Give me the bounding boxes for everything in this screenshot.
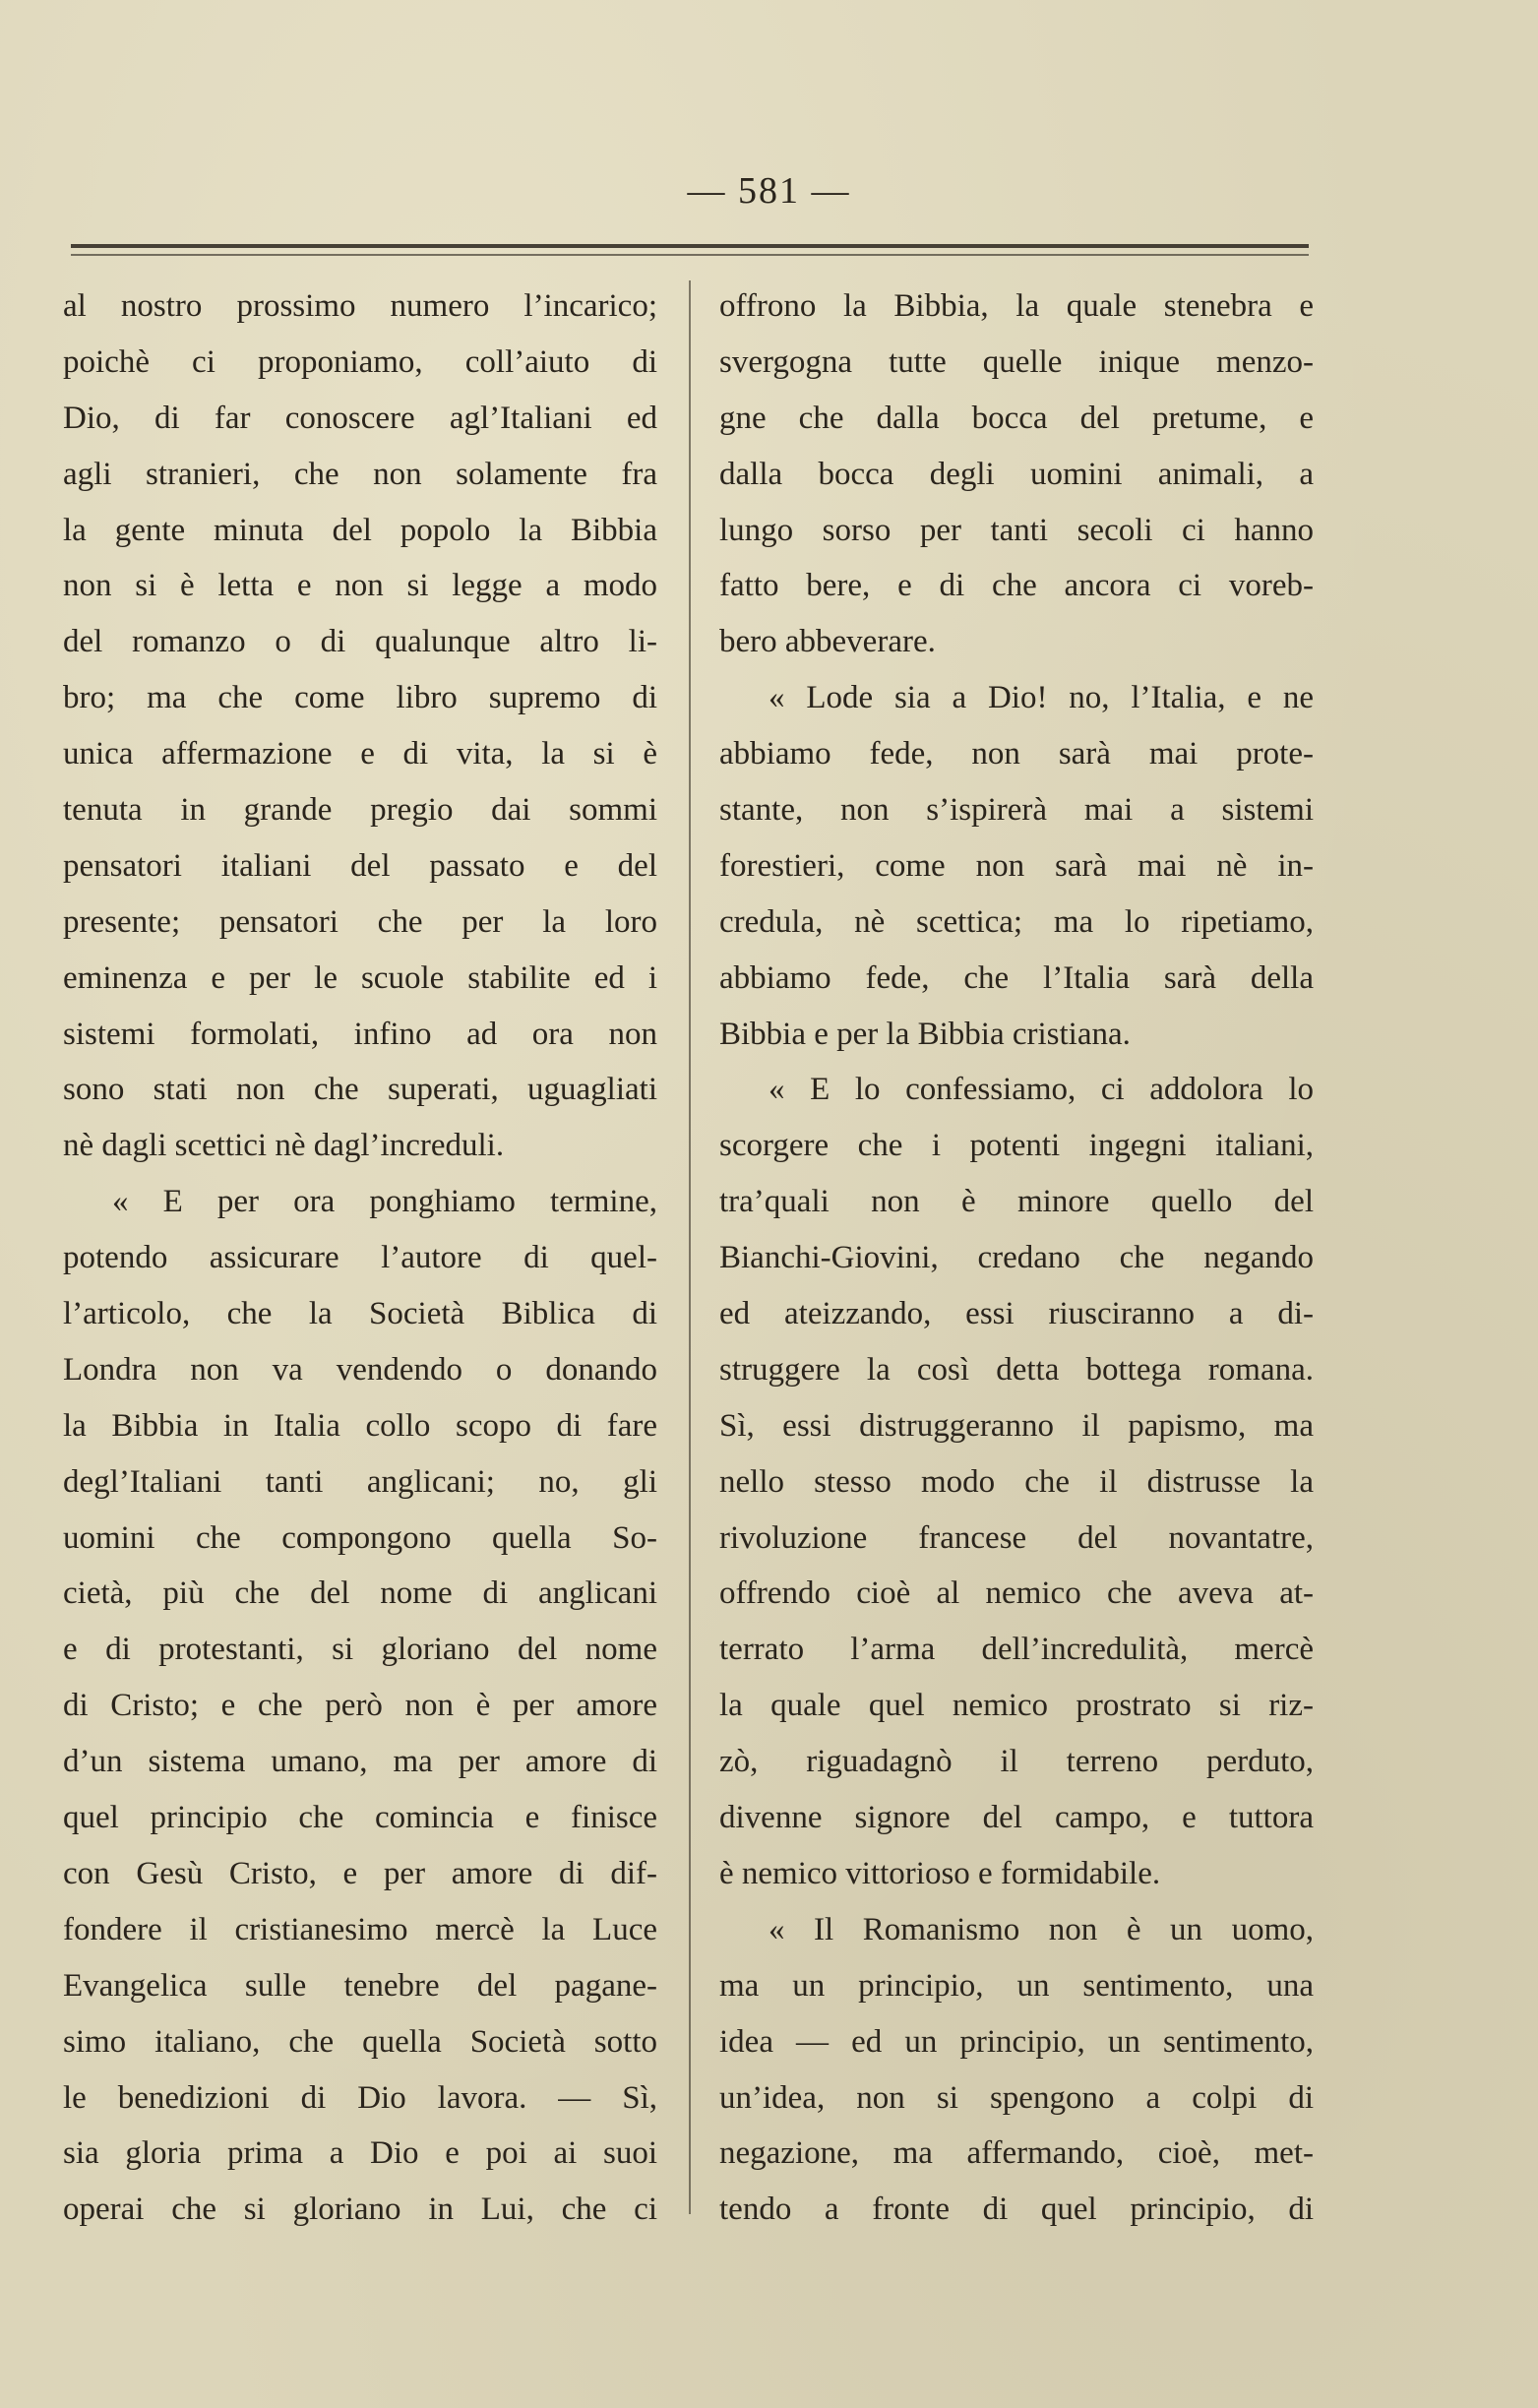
left-column — [63, 278, 657, 2238]
text-line: poichè ci proponiamo, coll’aiuto di — [63, 343, 657, 380]
text-line: « Il Romanismo non è un uomo, — [769, 1911, 1314, 1947]
text-line: forestieri, come non sarà mai nè in- — [719, 847, 1314, 884]
text-line: d’un sistema umano, ma per amore di — [63, 1744, 657, 1780]
text-line: Londra non va vendendo o donando — [63, 1351, 657, 1388]
text-line: « E lo confessiamo, ci addolora lo — [769, 1072, 1314, 1108]
text-line: è nemico vittorioso e formidabile. — [719, 1855, 1161, 1891]
page-number: — 581 — — [687, 170, 851, 212]
text-line: cietà, più che del nome di anglicani — [63, 1575, 657, 1612]
text-line: degl’Italiani tanti anglicani; no, gli — [63, 1463, 657, 1500]
text-line: e di protestanti, si gloriano del nome — [63, 1632, 657, 1668]
text-line: fondere il cristianesimo mercè la Luce — [63, 1911, 657, 1947]
text-line: dalla bocca degli uomini animali, a — [719, 456, 1314, 492]
text-line: terrato l’arma dell’incredulità, mercè — [719, 1632, 1314, 1668]
text-line: nello stesso modo che il distrusse la — [719, 1463, 1314, 1500]
text-line: l’articolo, che la Società Biblica di — [63, 1296, 657, 1332]
text-line: abbiamo fede, non sarà mai prote- — [719, 736, 1314, 772]
text-line: agli stranieri, che non solamente fra — [63, 456, 657, 492]
text-line: simo italiano, che quella Società sotto — [63, 2023, 657, 2060]
text-line: sistemi formolati, infino ad ora non — [63, 1016, 657, 1052]
text-line: al nostro prossimo numero l’incarico; — [63, 288, 657, 324]
text-line: la gente minuta del popolo la Bibbia — [63, 512, 657, 548]
text-line: le benedizioni di Dio lavora. — Sì, — [63, 2079, 657, 2116]
text-line: uomini che compongono quella So- — [63, 1519, 657, 1556]
text-line: nè dagli scettici nè dagl’increduli. — [63, 1128, 505, 1164]
text-line: la quale quel nemico prostrato si riz- — [719, 1688, 1314, 1724]
text-line: Bibbia e per la Bibbia cristiana. — [719, 1016, 1131, 1052]
text-line: ma un principio, un sentimento, una — [719, 1967, 1314, 2004]
text-line: « E per ora ponghiamo termine, — [112, 1184, 657, 1220]
text-line: negazione, ma affermando, cioè, met- — [719, 2135, 1314, 2172]
header-rule-thin — [71, 254, 1309, 256]
text-line: la Bibbia in Italia collo scopo di fare — [63, 1407, 657, 1444]
text-line: idea — ed un principio, un sentimento, — [719, 2023, 1314, 2060]
text-line: sono stati non che superati, uguagliati — [63, 1072, 657, 1108]
text-line: rivoluzione francese del novantatre, — [719, 1519, 1314, 1556]
text-line: struggere la così detta bottega romana. — [719, 1351, 1314, 1388]
text-line: del romanzo o di qualunque altro li- — [63, 624, 657, 660]
text-line: unica affermazione e di vita, la si è — [63, 736, 657, 772]
header-rule — [71, 244, 1309, 248]
text-line: pensatori italiani del passato e del — [63, 847, 657, 884]
text-line: fatto bere, e di che ancora ci voreb- — [719, 568, 1314, 604]
text-line: ed ateizzando, essi riusciranno a di- — [719, 1296, 1314, 1332]
text-line: quel principio che comincia e finisce — [63, 1800, 657, 1836]
text-line: di Cristo; e che però non è per amore — [63, 1688, 657, 1724]
text-line: offrono la Bibbia, la quale stenebra e — [719, 288, 1314, 324]
text-line: offrendo cioè al nemico che aveva at- — [719, 1575, 1314, 1612]
text-line: zò, riguadagnò il terreno perduto, — [719, 1744, 1314, 1780]
text-line: con Gesù Cristo, e per amore di dif- — [63, 1855, 657, 1891]
text-line: tendo a fronte di quel principio, di — [719, 2192, 1314, 2228]
text-line: divenne signore del campo, e tuttora — [719, 1800, 1314, 1836]
text-line: non si è letta e non si legge a modo — [63, 568, 657, 604]
text-line: Bianchi-Giovini, credano che negando — [719, 1240, 1314, 1276]
text-line: « Lode sia a Dio! no, l’Italia, e ne — [769, 680, 1314, 716]
text-line: operai che si gloriano in Lui, che ci — [63, 2192, 657, 2228]
text-line: tenuta in grande pregio dai sommi — [63, 792, 657, 829]
text-line: gne che dalla bocca del pretume, e — [719, 400, 1314, 436]
text-line: abbiamo fede, che l’Italia sarà della — [719, 959, 1314, 996]
text-line: un’idea, non si spengono a colpi di — [719, 2079, 1314, 2116]
text-line: bro; ma che come libro supremo di — [63, 680, 657, 716]
text-line: Dio, di far conoscere agl’Italiani ed — [63, 400, 657, 436]
text-line: tra’quali non è minore quello del — [719, 1184, 1314, 1220]
text-line: svergogna tutte quelle inique menzo- — [719, 343, 1314, 380]
text-line: Sì, essi distruggeranno il papismo, ma — [719, 1407, 1314, 1444]
text-line: bero abbeverare. — [719, 624, 936, 660]
text-line: potendo assicurare l’autore di quel- — [63, 1240, 657, 1276]
right-column — [719, 278, 1314, 2238]
text-line: scorgere che i potenti ingegni italiani, — [719, 1128, 1314, 1164]
text-line: eminenza e per le scuole stabilite ed i — [63, 959, 657, 996]
text-line: credula, nè scettica; ma lo ripetiamo, — [719, 903, 1314, 940]
text-line: stante, non s’ispirerà mai a sistemi — [719, 792, 1314, 829]
text-line: lungo sorso per tanti secoli ci hanno — [719, 512, 1314, 548]
text-line: sia gloria prima a Dio e poi ai suoi — [63, 2135, 657, 2172]
text-line: presente; pensatori che per la loro — [63, 903, 657, 940]
column-divider — [689, 280, 691, 2214]
text-line: Evangelica sulle tenebre del pagane- — [63, 1967, 657, 2004]
